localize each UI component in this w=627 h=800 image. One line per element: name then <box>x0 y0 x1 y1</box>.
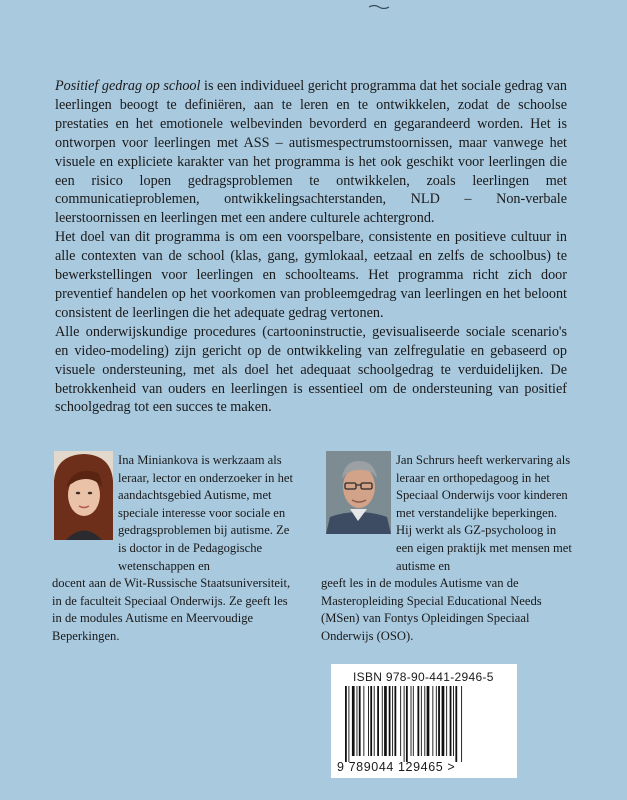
book-title-inline: Positief gedrag op school <box>55 78 201 94</box>
barcode-digits: 9 789044 129465 > <box>337 760 456 774</box>
author-bio-jan-continued: geeft les in de modules Autisme van de Masteropleiding Special Educational Needs (MSen) van Fontys Opleidingen Speciaal Onderwijs (OSO). <box>321 576 542 643</box>
barcode-bars <box>343 686 503 762</box>
top-edge-mark <box>368 4 390 9</box>
blurb-paragraph-2: Het doel van dit programma is om een voorspelbare, consistente en positieve cultuur in alle contexten van de school (klas, gang, gymlokaal, eetzaal en zelfs de schoolbus) te bewerkstellingen voor leerlingen en schoolteams. Het programma richt zich door preventief handelen op het voorkomen van probleemgedrag van leerlingen en het beloont consistent de leerlingen die het adequate gedrag vertonen. <box>55 229 567 321</box>
blurb-paragraph-1 <box>55 77 567 228</box>
author-photo-jan <box>326 451 391 534</box>
isbn-label: ISBN 978-90-441-2946-5 <box>353 670 494 684</box>
author-bio-ina-text: Ina Miniankova is werkzaam als leraar, lector en onderzoeker in het aandachtsgebied Autisme, met speciale interesse voor sociale en gedragsproblemen bij autisme. Ze is doctor in de Pedagogische wetenschappen en <box>118 453 294 573</box>
blurb-paragraph-3: Alle onderwijskundige procedures (cartooninstructie, gevisualiseerde sociale scenario's en video-modeling) zijn gericht op de ontwikkeling van zelfregulatie en gebaseerd op visuele ondersteuning, met als doel het adequaat schoolgedrag te verduidelijken. De betrokkenheid van ouders en leerlingen is essentieel om de ondersteuning van positief schoolgedrag tot een succes te maken. <box>55 323 567 416</box>
author-photo-ina <box>54 451 113 540</box>
author-bio-jan-text: Jan Schrurs heeft werkervaring als leraar en orthopedagoog in het Speciaal Onderwijs voor kinderen met verstandelijke beperkingen. Hij werkt als GZ-psycholoog in een eigen praktijk met mensen met autisme en <box>396 453 572 573</box>
author-bio-ina <box>52 452 296 646</box>
isbn-barcode <box>331 664 517 778</box>
blurb-text <box>55 77 567 417</box>
blurb-paragraph-1-rest: is een individueel gericht programma dat het sociale gedrag van leerlingen beoogt te definiëren, aan te leren en te ontwikkelen, zodat de schoolse prestaties en het emotionele welbevinden bevorderd en gegarandeerd worden. Het is ontworpen voor leerlingen met ASS – autismespectrumstoornissen, maar vanwege het visuele en expliciete karakter van het programma is het ook geschikt voor leerlingen die een risico lopen gedragsproblemen te ontwikkelen, zoals leerlingen met communicatieproblemen, ontwikkelingsachterstanden, NLD – Non-verbale leerstoornissen en leerlingen met een andere culturele achtergrond. <box>55 78 567 227</box>
author-bio-jan <box>321 452 574 646</box>
author-bio-ina-continued: docent aan de Wit-Russische Staatsuniversiteit, in de faculteit Speciaal Onderwijs. Ze geeft les in de modules Autisme en Meervoudige Beperkingen. <box>52 576 291 643</box>
